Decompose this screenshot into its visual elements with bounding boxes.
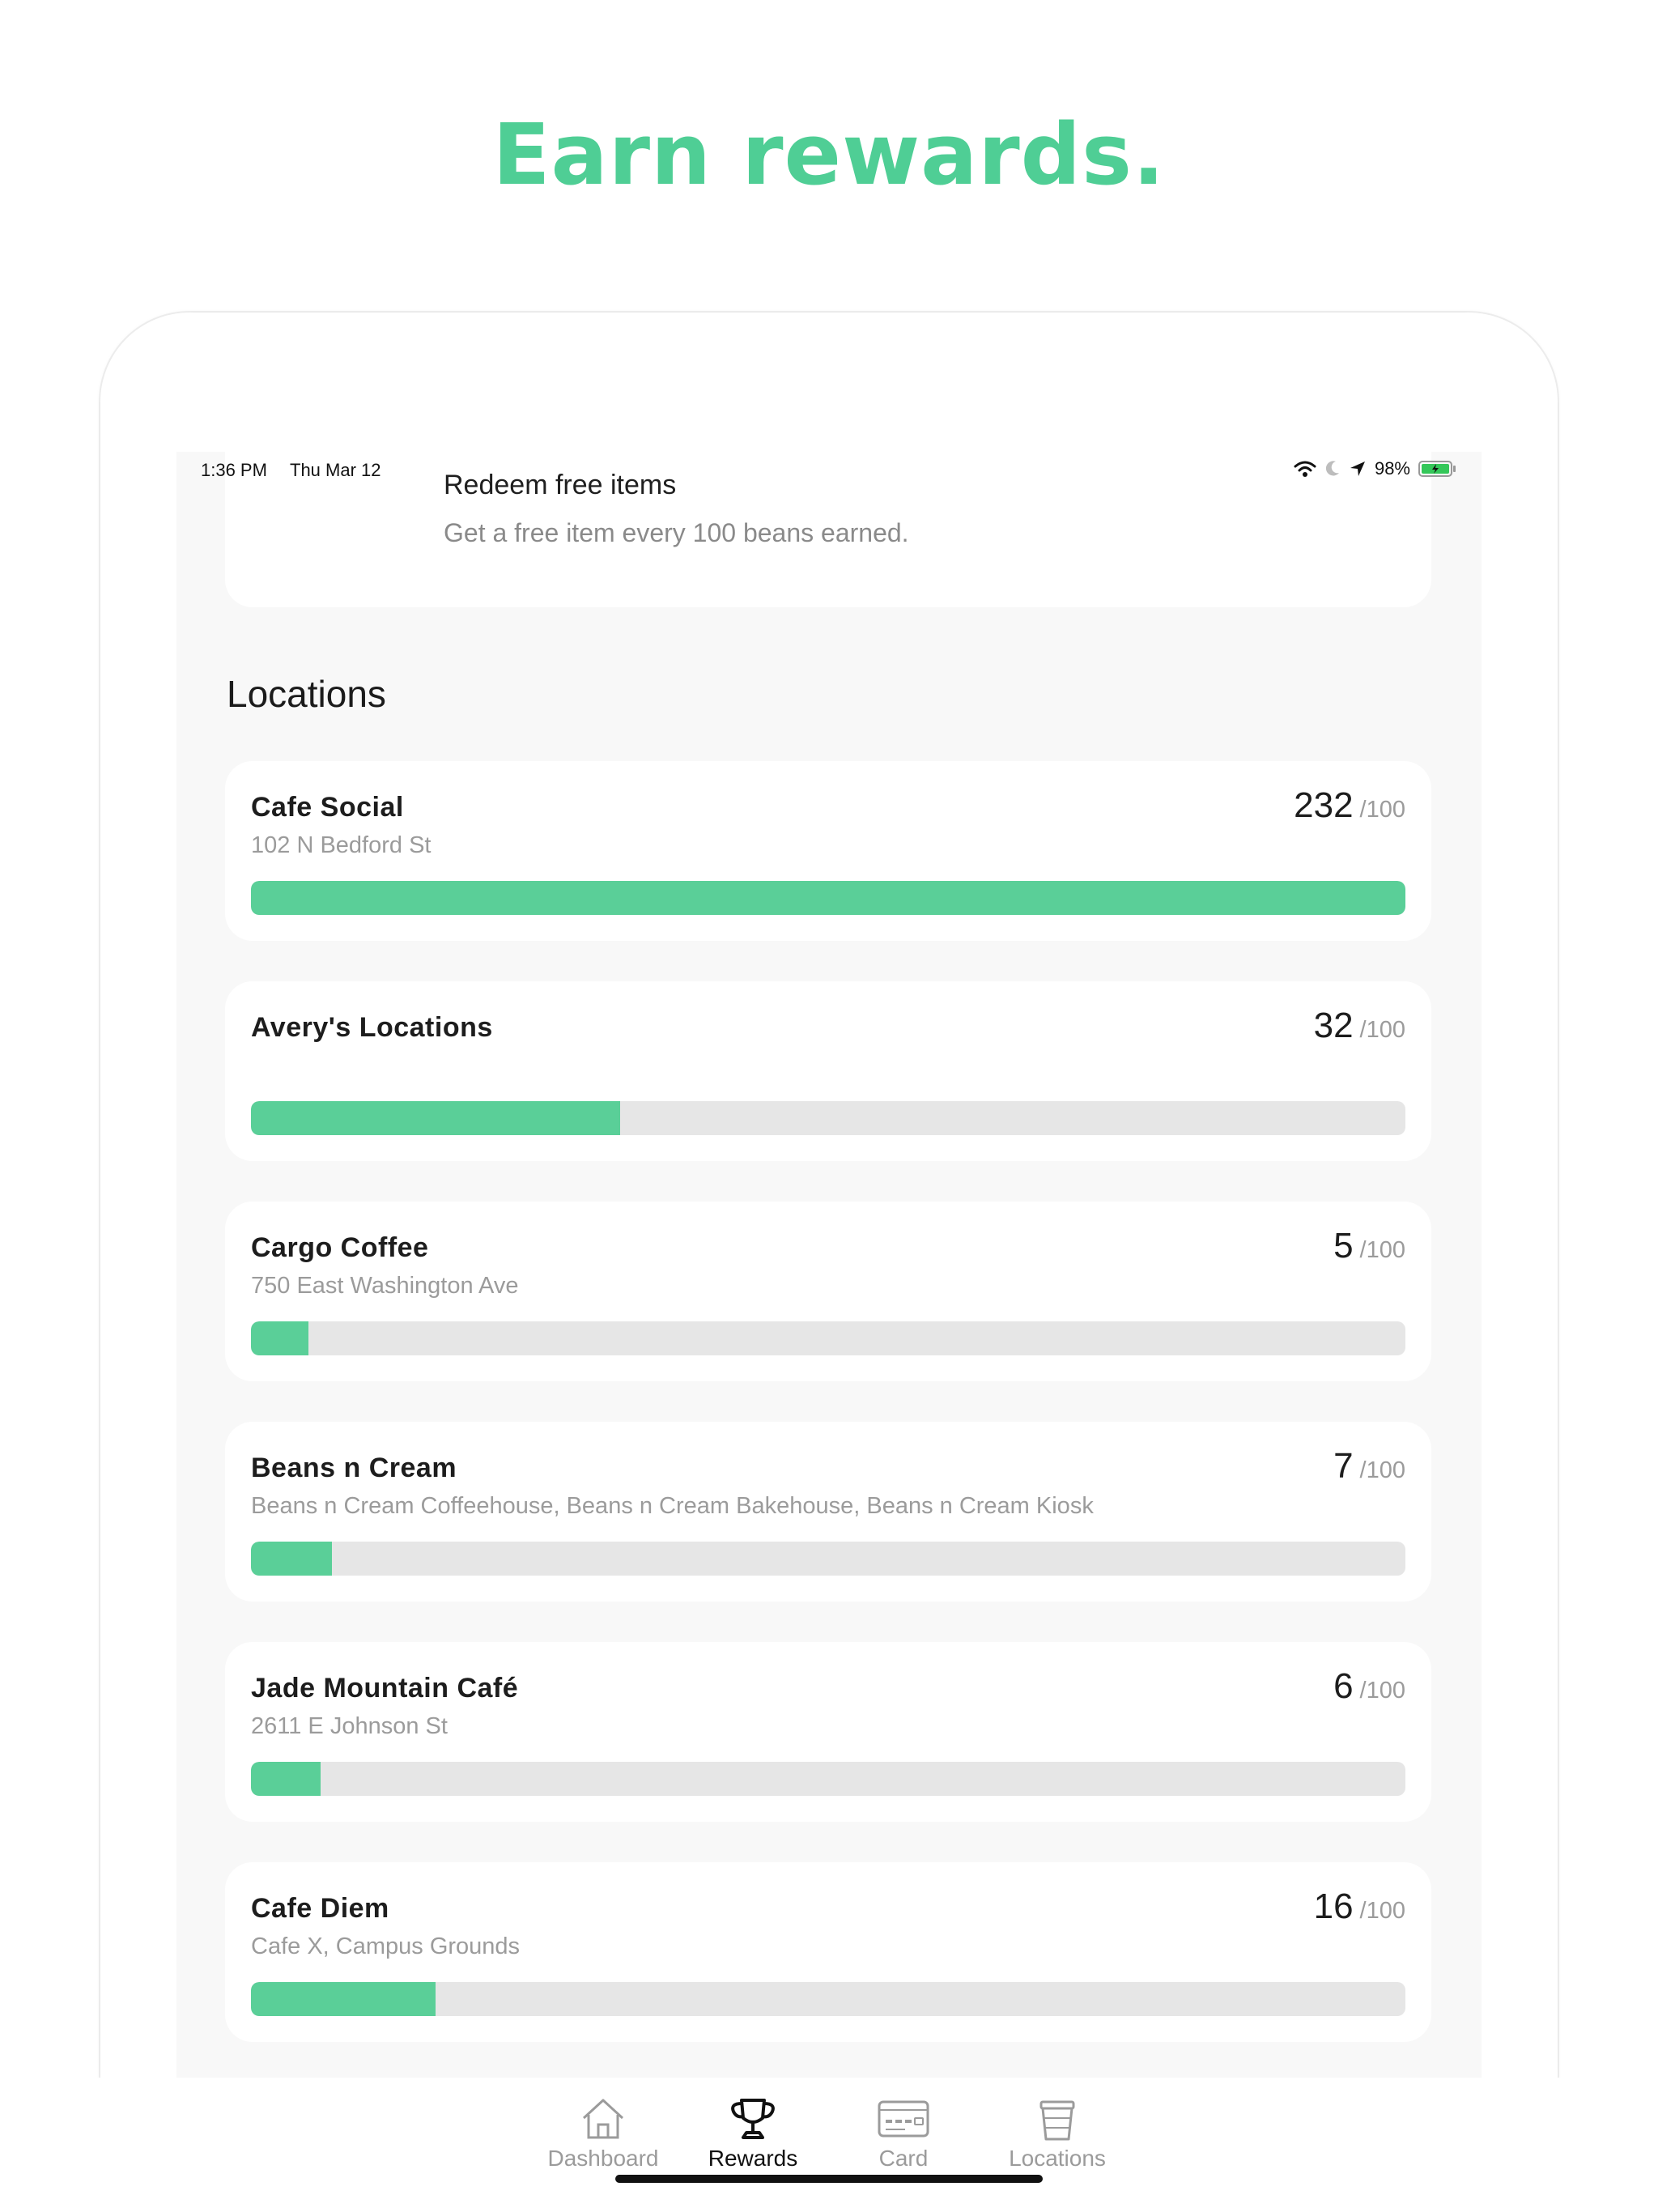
tab-bar (0, 2078, 1658, 2212)
status-time: 1:36 PM (201, 460, 267, 480)
location-card[interactable] (225, 1422, 1431, 1602)
tab-label: Rewards (708, 2146, 798, 2171)
house-icon (579, 2097, 627, 2141)
bean-count (1314, 1006, 1405, 1046)
tab-dashboard[interactable] (522, 2097, 684, 2172)
location-address: 750 East Washington Ave (251, 1273, 519, 1299)
progress-bar-fill (251, 1762, 321, 1796)
status-bar (176, 452, 1482, 487)
location-card[interactable] (225, 1202, 1431, 1381)
tab-label: Locations (1009, 2146, 1106, 2171)
headline: Earn rewards. (492, 105, 1166, 204)
battery-percent: 98% (1374, 458, 1410, 479)
bean-count-goal: /100 (1359, 1237, 1405, 1263)
bean-count-goal: /100 (1359, 1898, 1405, 1924)
progress-bar-track (251, 1982, 1405, 2016)
progress-bar-track (251, 1101, 1405, 1135)
bean-count (1333, 1666, 1405, 1707)
progress-bar-track (251, 1542, 1405, 1576)
bean-count (1314, 1887, 1405, 1927)
bean-count-value: 6 (1333, 1666, 1354, 1706)
progress-bar-track (251, 1762, 1405, 1796)
location-address: Beans n Cream Coffeehouse, Beans n Cream Bakehouse, Beans n Cream Kiosk (251, 1493, 1094, 1519)
bean-count-value: 16 (1313, 1887, 1354, 1926)
coffee-cup-icon (1035, 2097, 1080, 2141)
bean-count (1333, 1446, 1405, 1487)
progress-bar-fill (251, 1321, 308, 1355)
bean-count-value: 232 (1294, 785, 1354, 825)
bean-count-value: 7 (1333, 1446, 1354, 1486)
battery-icon (1418, 460, 1457, 478)
wifi-icon (1294, 460, 1316, 478)
tab-card[interactable] (823, 2097, 984, 2172)
bean-count-goal: /100 (1359, 797, 1405, 823)
status-date: Thu Mar 12 (290, 460, 381, 480)
bean-count-value: 32 (1313, 1006, 1354, 1045)
progress-bar-fill (251, 881, 1405, 915)
bean-count-goal: /100 (1359, 1678, 1405, 1704)
bean-count (1333, 1226, 1405, 1266)
location-card[interactable] (225, 761, 1431, 941)
bean-count-goal: /100 (1359, 1017, 1405, 1043)
location-name: Cargo Coffee (251, 1232, 429, 1263)
location-arrow-icon (1349, 460, 1367, 478)
location-address: 102 N Bedford St (251, 832, 432, 858)
bean-count (1294, 785, 1405, 826)
location-card[interactable] (225, 1642, 1431, 1822)
moon-icon (1324, 460, 1341, 478)
progress-bar-fill (251, 1982, 436, 2016)
bean-count-value: 5 (1333, 1226, 1354, 1266)
trophy-icon (727, 2097, 779, 2141)
status-indicators (1294, 458, 1457, 479)
progress-bar-track (251, 881, 1405, 915)
location-address: 2611 E Johnson St (251, 1713, 448, 1739)
tab-locations[interactable] (976, 2097, 1138, 2172)
location-address: Cafe X, Campus Grounds (251, 1933, 521, 1959)
tab-rewards[interactable] (672, 2097, 834, 2172)
app-screen (176, 452, 1482, 2212)
redeem-description: Get a free item every 100 beans earned. (444, 518, 909, 547)
progress-bar-fill (251, 1542, 332, 1576)
home-indicator[interactable] (615, 2175, 1043, 2183)
progress-bar-track (251, 1321, 1405, 1355)
location-name: Avery's Locations (251, 1012, 493, 1043)
tab-label: Dashboard (547, 2146, 659, 2171)
location-name: Jade Mountain Café (251, 1673, 519, 1704)
progress-bar-fill (251, 1101, 620, 1135)
locations-section-title: Locations (227, 673, 386, 715)
location-name: Beans n Cream (251, 1453, 457, 1483)
location-card[interactable] (225, 1862, 1431, 2042)
location-name: Cafe Social (251, 792, 404, 823)
bean-count-goal: /100 (1359, 1457, 1405, 1483)
redeem-title: Redeem free items (444, 470, 677, 500)
card-icon (876, 2097, 931, 2141)
location-card[interactable] (225, 981, 1431, 1161)
location-name: Cafe Diem (251, 1893, 389, 1924)
tab-label: Card (878, 2146, 929, 2171)
